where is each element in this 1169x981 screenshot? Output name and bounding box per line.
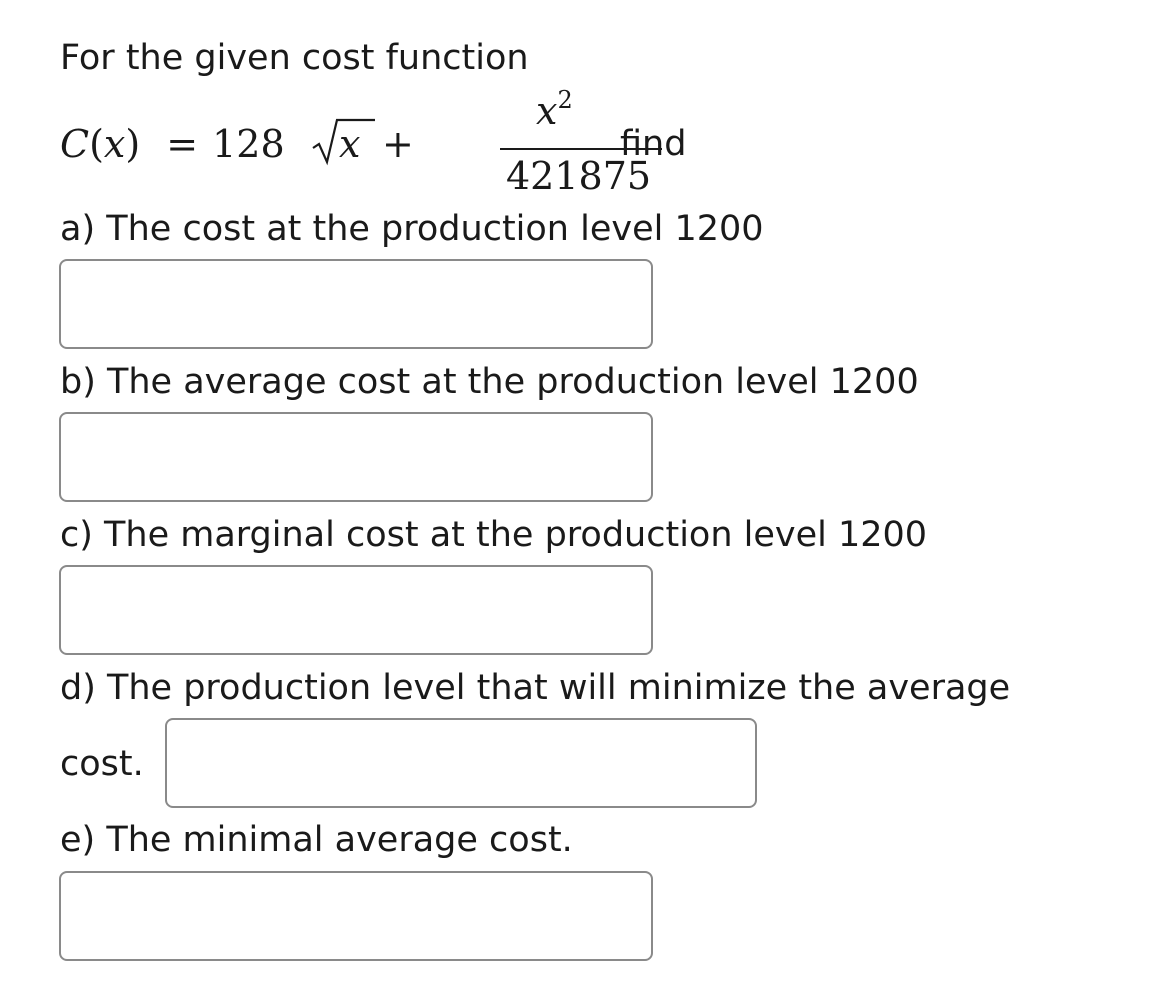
sqrt-variable: x — [339, 122, 361, 166]
fraction-numerator: $x^2$ — [536, 86, 573, 133]
answer-input-a[interactable] — [61, 261, 651, 347]
answer-box-c[interactable] — [59, 565, 653, 655]
formula-func-name: C — [60, 122, 90, 166]
fraction-denominator: 421875 — [506, 154, 652, 198]
formula-func-var: x — [103, 122, 126, 166]
sqrt-symbol — [311, 116, 377, 166]
part-a-label: a) The cost at the production level 1200 — [60, 209, 764, 249]
answer-box-b[interactable] — [59, 412, 653, 502]
formula-plus: + — [382, 122, 414, 166]
question-intro: For the given cost function — [60, 38, 529, 78]
formula-equals: = — [166, 122, 199, 166]
answer-input-b[interactable] — [61, 414, 651, 500]
find-word: find — [620, 124, 687, 164]
answer-input-d[interactable] — [167, 720, 755, 806]
answer-box-a[interactable] — [59, 259, 653, 349]
formula-coefficient: 128 — [212, 122, 285, 166]
formula-lhs: C(x) = 128 — [60, 122, 285, 166]
part-e-label: e) The minimal average cost. — [60, 820, 573, 860]
part-d-label-line1: d) The production level that will minimize the average — [60, 668, 1011, 708]
part-d-label-line2: cost. — [60, 744, 144, 784]
answer-box-e[interactable] — [59, 871, 653, 961]
answer-box-d[interactable] — [165, 718, 757, 808]
numerator-exponent: 2 — [557, 86, 573, 114]
part-b-label: b) The average cost at the production level 1200 — [60, 362, 919, 402]
answer-input-c[interactable] — [61, 567, 651, 653]
part-c-label: c) The marginal cost at the production level 1200 — [60, 515, 928, 555]
answer-input-e[interactable] — [61, 873, 651, 959]
